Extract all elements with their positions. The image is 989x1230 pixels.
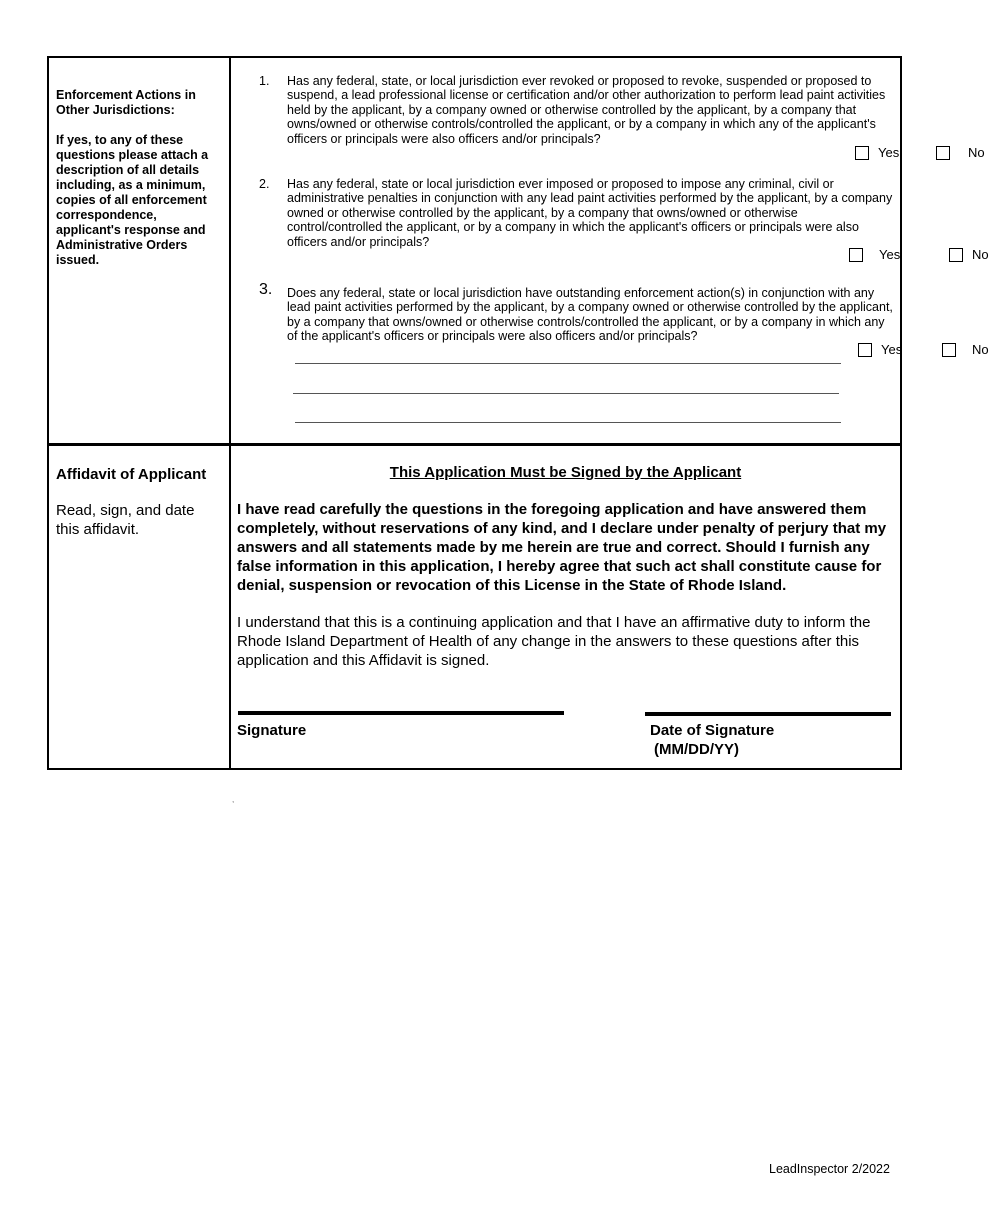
q1-yes-option[interactable]: [855, 145, 899, 160]
enforcement-section: [49, 58, 989, 443]
question-number: 3.: [259, 281, 273, 298]
affidavit-content: [231, 446, 900, 768]
q2-no-label: No: [972, 247, 989, 262]
question-text: Has any federal, state, or local jurisdiction ever revoked or proposed to revoke, suspended or proposed to suspend, a lead professional license or certification and/or other authorization to perform lead paint activities held by the applicant, by a company owned or otherwise controlled by the applicant, by a company that owns/owned or otherwise controls/controlled the applicant, or by a company in which any of the applicant's officers or principals were also officers and/or principals?: [287, 74, 886, 146]
q3-yes-checkbox[interactable]: [858, 343, 872, 357]
answer-line[interactable]: [295, 363, 841, 364]
affidavit-title: This Application Must be Signed by the Applicant: [389, 464, 742, 481]
enforcement-instructions: If yes, to any of these questions please attach a description of all details including, as a minimum, copies of all enforcement correspondence, applicant's response and Administrative Orders issued.: [56, 133, 209, 267]
date-label: [650, 721, 774, 759]
signature-line[interactable]: [238, 711, 564, 715]
q2-no-checkbox[interactable]: [949, 248, 963, 262]
q1-yes-label: Yes: [878, 145, 900, 160]
answer-line[interactable]: [295, 422, 841, 423]
affidavit-continuing-duty: I understand that this is a continuing application and that I have an affirmative duty to inform the Rhode Island Department of Health of any change in the answers to these questions after this application and this Affidavit is signed.: [237, 614, 871, 669]
answer-line[interactable]: [293, 393, 839, 394]
q2-no-option[interactable]: [949, 247, 989, 262]
q3-no-option[interactable]: [942, 342, 989, 357]
q1-no-checkbox[interactable]: [936, 146, 950, 160]
question-number: 2.: [259, 177, 270, 191]
question-2: [259, 177, 896, 249]
q2-yes-option[interactable]: [849, 247, 900, 262]
signature-label: Signature: [237, 722, 307, 739]
affidavit-section: [49, 443, 900, 768]
question-3: [259, 281, 896, 344]
q3-no-checkbox[interactable]: [942, 343, 956, 357]
q1-no-label: No: [968, 145, 985, 160]
affidavit-declaration: I have read carefully the questions in the foregoing application and have answered them completely, without reservations of any kind, and I declare under penalty of perjury that my answers and all statements made by me herein are true and correct. Should I furnish any false information in this application, I hereby agree that such act shall constitute cause for denial, suspension or revocation of this License in the State of Rhode Island.: [237, 501, 887, 594]
form-table: [47, 56, 989, 770]
date-label-text: Date of Signature: [650, 722, 775, 739]
enforcement-questions: [231, 58, 989, 443]
date-line[interactable]: [645, 712, 891, 716]
q3-yes-label: Yes: [881, 342, 903, 357]
q2-yes-label: Yes: [879, 247, 901, 262]
q2-yes-checkbox[interactable]: [849, 248, 863, 262]
date-format: (MM/DD/YY): [654, 741, 739, 758]
q1-no-option[interactable]: [936, 145, 985, 160]
q1-yes-checkbox[interactable]: [855, 146, 869, 160]
affidavit-description: Read, sign, and date this affidavit.: [56, 502, 195, 538]
question-number: 1.: [259, 74, 270, 88]
affidavit-heading: Affidavit of Applicant: [56, 466, 207, 483]
stray-mark: ,: [232, 795, 235, 804]
enforcement-title: Enforcement Actions in Other Jurisdictions:: [56, 88, 196, 117]
footer-version: LeadInspector 2/2022: [769, 1162, 890, 1176]
question-text: Does any federal, state or local jurisdiction have outstanding enforcement action(s) in conjunction with any lead paint activities performed by the applicant, by a company owned or otherwise controlled by the applicant, by a company that owns/owned or otherwise controls/controlled the applicant, or by a company in which any of the applicant's officers or principals were also officers and/or principals?: [287, 286, 893, 344]
enforcement-sidebar: [49, 58, 231, 443]
q3-yes-option[interactable]: [858, 342, 902, 357]
q3-no-label: No: [972, 342, 989, 357]
question-1: [259, 74, 896, 146]
affidavit-sidebar: [49, 446, 231, 768]
question-text: Has any federal, state or local jurisdiction ever imposed or proposed to impose any criminal, civil or administrative penalties in conjunction with any lead paint activities performed by the applicant, by a company owned or otherwise controlled by the applicant, by a company that owns/owned or otherwise control/controlled the applicant, or by a company in which the applicant's officers or principals were also officers and/or principals?: [287, 177, 893, 249]
